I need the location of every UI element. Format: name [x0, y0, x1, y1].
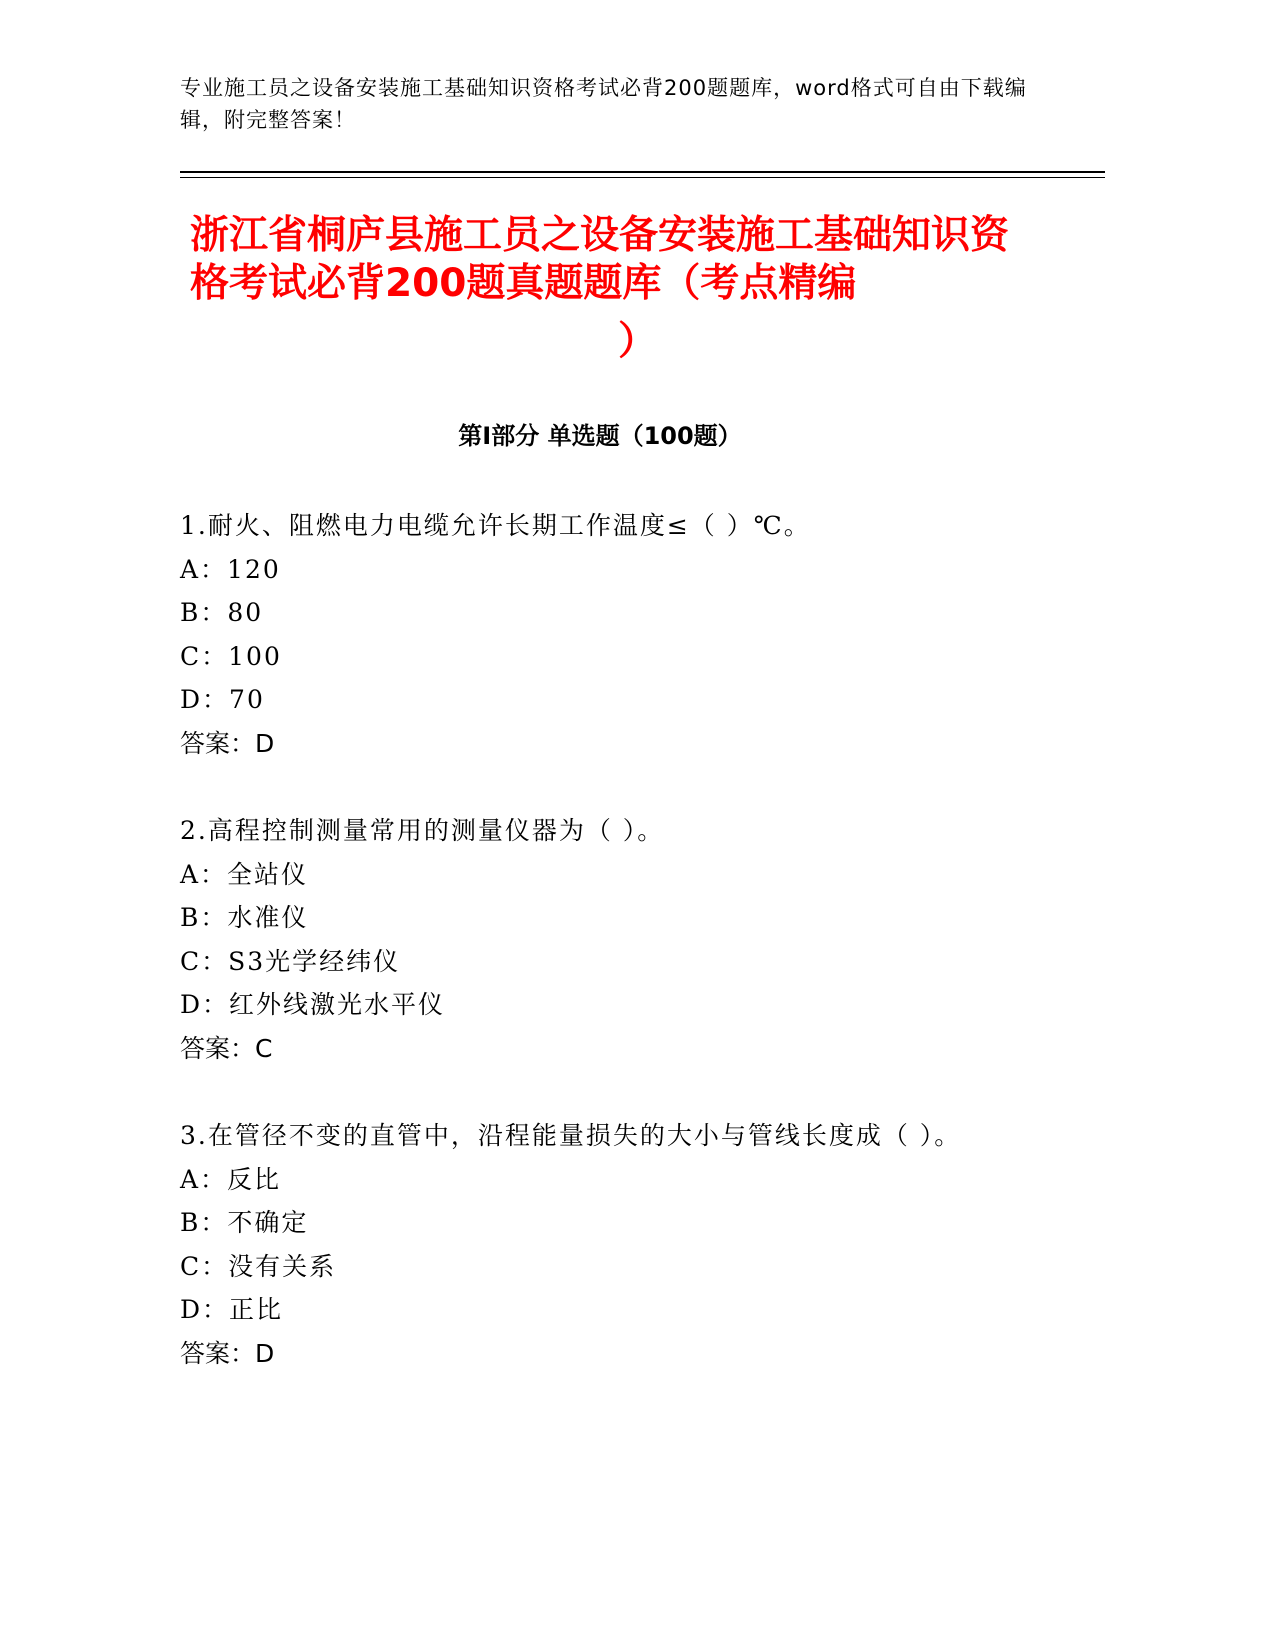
- option-b: B：不确定: [180, 1208, 309, 1237]
- section-heading: 第I部分 单选题（100题）: [458, 422, 742, 450]
- answer: 答案：D: [180, 728, 275, 758]
- option-c: C：100: [180, 641, 282, 671]
- option-d: D：70: [180, 685, 265, 714]
- header-rule-thick: [180, 171, 1105, 173]
- option-a: A：反比: [180, 1164, 282, 1194]
- question-1: [180, 504, 1080, 765]
- option-a: A：全站仪: [180, 859, 309, 889]
- option-b: B：水准仪: [180, 903, 309, 932]
- answer: 答案：D: [180, 1338, 275, 1368]
- option-c: C：S3光学经纬仪: [180, 946, 401, 976]
- option-c: C：没有关系: [180, 1251, 337, 1281]
- option-b: B：80: [180, 598, 264, 627]
- option-d: D：红外线激光水平仪: [180, 990, 446, 1019]
- header-note: 专业施工员之设备安装施工基础知识资格考试必背200题题库，word格式可自由下载编辑，附完整答案！: [180, 76, 1027, 132]
- question-stem: 3.在管径不变的直管中，沿程能量损失的大小与管线长度成（ ）。: [180, 1121, 962, 1150]
- question-stem: 2.高程控制测量常用的测量仪器为（ ）。: [180, 816, 665, 845]
- header-rule-thin: [180, 177, 1105, 178]
- option-d: D：正比: [180, 1295, 284, 1324]
- option-a: A：120: [180, 554, 281, 584]
- answer: 答案：C: [180, 1033, 273, 1063]
- document-title-closing-paren: ）: [617, 319, 657, 364]
- document-title: 浙江省桐庐县施工员之设备安装施工基础知识资格考试必背200题真题题库（考点精编: [190, 213, 1010, 306]
- question-3: [180, 1114, 1080, 1375]
- question-stem: 1.耐火、阻燃电力电缆允许长期工作温度≤（ ）℃。: [180, 511, 811, 540]
- question-2: [180, 809, 1080, 1070]
